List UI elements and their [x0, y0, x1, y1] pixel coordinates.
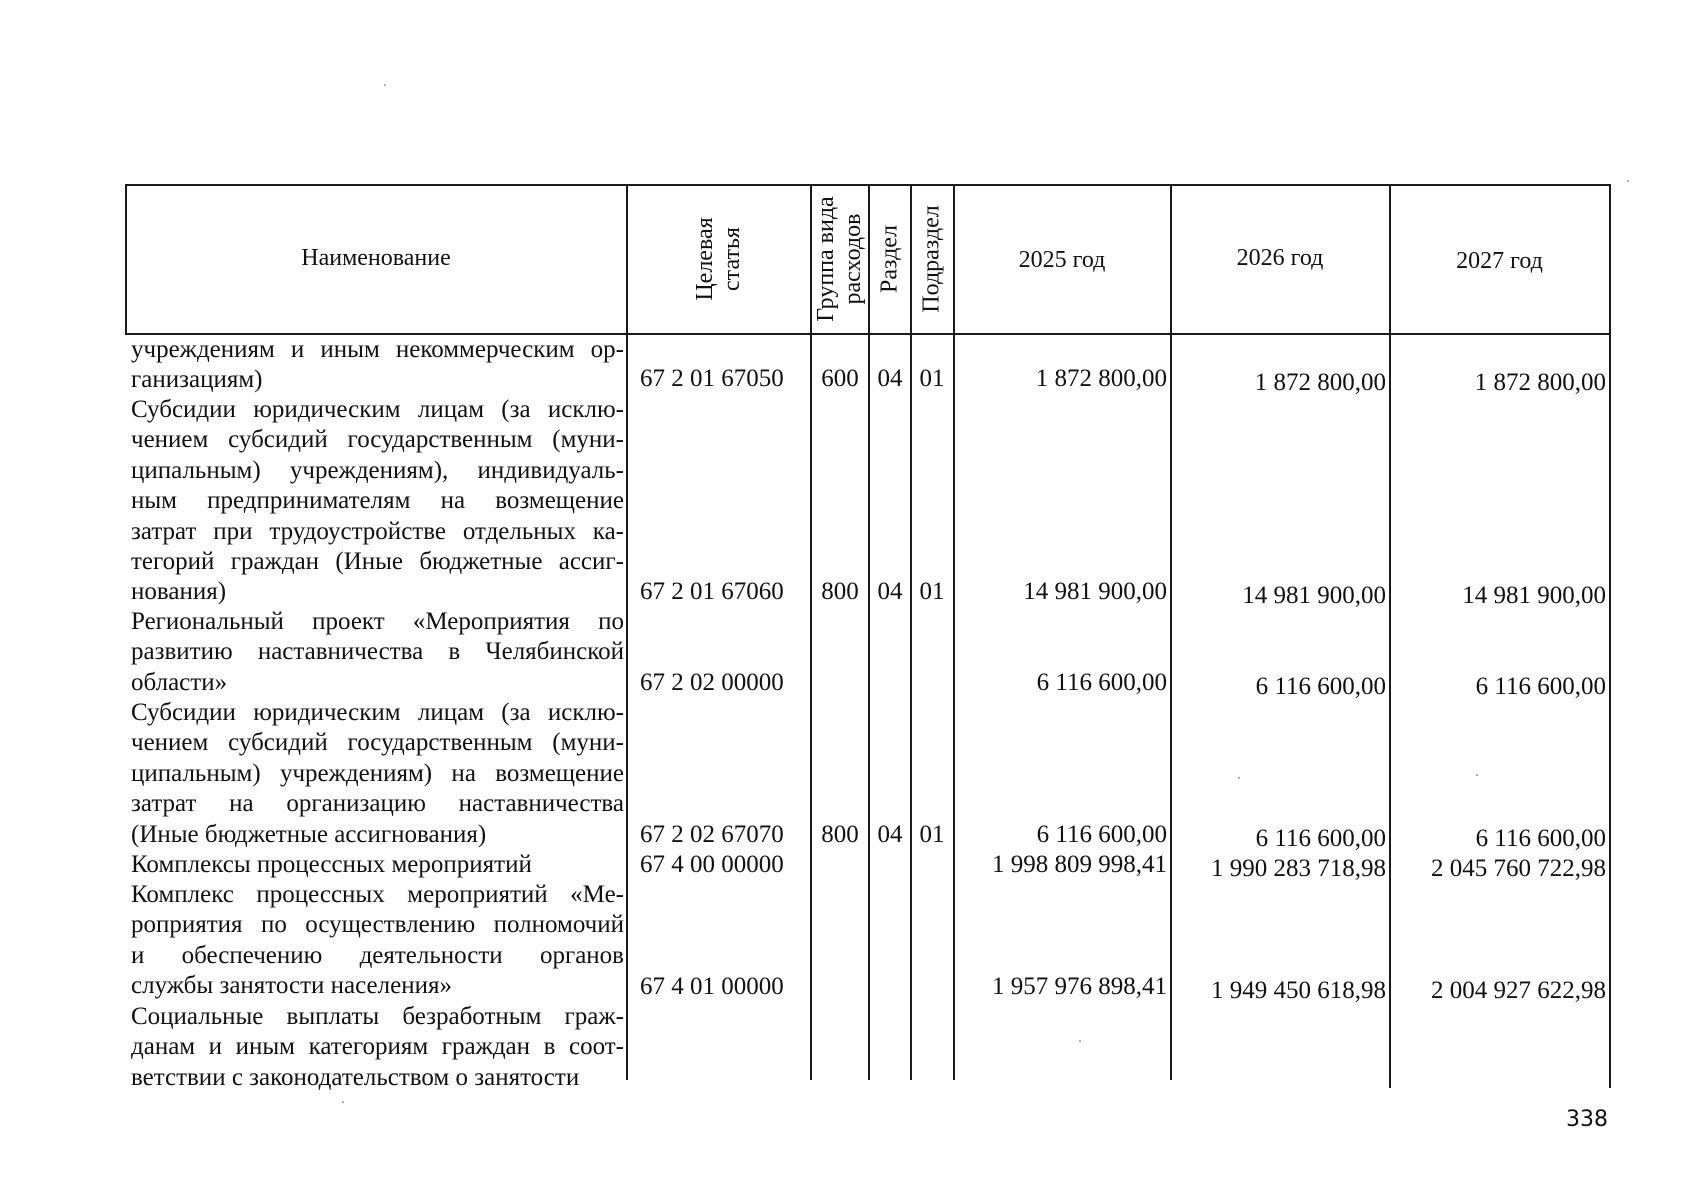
- col-divider-group: [868, 184, 870, 1080]
- row-name-line: ципальным) учреждениям), индивидуаль-: [131, 456, 624, 484]
- amount-2025: 14 981 900,00: [1023, 578, 1167, 605]
- scan-speck: [1238, 777, 1240, 779]
- target-article-code: 67 2 02 67070: [640, 821, 784, 848]
- table-right-border: [1609, 184, 1611, 1088]
- row-name-line: затрат на организацию наставничества: [131, 790, 624, 818]
- section-code: 04: [877, 821, 903, 848]
- row-name-line: ным предпринимателям на возмещение: [131, 487, 624, 515]
- row-name-line: затрат при трудоустройстве отдельных ка-: [131, 517, 624, 545]
- header-name: Наименование: [301, 245, 451, 271]
- col-divider-name: [626, 184, 628, 1080]
- section-code: 04: [877, 365, 903, 392]
- scan-speck: [1476, 774, 1478, 776]
- amount-2025: 1 872 800,00: [1035, 365, 1167, 392]
- scan-speck: [1627, 180, 1629, 182]
- header-2026: 2026 год: [1236, 245, 1324, 271]
- expense-group-code: 800: [821, 578, 859, 605]
- amount-2026: 14 981 900,00: [1242, 582, 1386, 609]
- header-subsection: Подраздел: [918, 205, 945, 313]
- row-name-line: Субсидии юридическим лицам (за исклю-: [131, 396, 624, 423]
- header-section: Раздел: [876, 225, 903, 293]
- amount-2027: 14 981 900,00: [1462, 582, 1606, 609]
- expense-group-code: 600: [821, 365, 859, 392]
- amount-2025: 6 116 600,00: [1036, 669, 1167, 696]
- row-name-line: ганизациям): [131, 366, 263, 394]
- target-article-code: 67 4 01 00000: [640, 973, 784, 1000]
- amount-2027: 2 004 927 622,98: [1431, 977, 1606, 1004]
- col-divider-section: [910, 184, 912, 1080]
- row-name-line: области»: [131, 668, 228, 696]
- amount-2027: 1 872 800,00: [1474, 369, 1606, 396]
- scan-speck: [384, 84, 386, 86]
- col-divider-code: [810, 184, 812, 1080]
- row-name-line: данам и иным категориям граждан в соот-: [131, 1033, 624, 1061]
- amount-2027: 6 116 600,00: [1475, 673, 1606, 700]
- row-name-line: роприятия по осуществлению полномочий: [131, 911, 624, 939]
- scan-speck: [342, 1101, 344, 1103]
- row-name-line: развитию наставничества в Челябинской: [131, 638, 624, 666]
- target-article-code: 67 2 01 67060: [640, 578, 784, 605]
- header-target-article: Целевая статья: [692, 217, 745, 301]
- row-name-line: чением субсидий государственным (муни-: [131, 729, 624, 757]
- amount-2025: 6 116 600,00: [1036, 821, 1167, 848]
- subsection-code: 01: [919, 821, 945, 848]
- subsection-code: 01: [919, 365, 945, 392]
- amount-2025: 1 998 809 998,41: [992, 851, 1167, 878]
- amount-2027: 2 045 760 722,98: [1431, 855, 1606, 882]
- section-code: 04: [877, 578, 903, 605]
- amount-2026: 1 872 800,00: [1254, 369, 1386, 396]
- target-article-code: 67 2 02 00000: [640, 669, 784, 696]
- row-name-line: и обеспечению деятельности органов: [131, 941, 624, 969]
- header-expense-group: Группа вида расходов: [813, 196, 866, 322]
- row-name-line: Комплексы процессных мероприятий: [131, 851, 532, 878]
- col-divider-subsection: [953, 184, 955, 1080]
- row-name-line: ципальным) учреждениям) на возмещение: [131, 759, 624, 787]
- row-name-line: Региональный проект «Мероприятия по: [131, 608, 624, 635]
- row-name-line: чением субсидий государственным (муни-: [131, 426, 624, 454]
- row-name-line: службы занятости населения»: [131, 972, 452, 1000]
- page-number: 338: [1566, 1107, 1608, 1132]
- row-name-line: Субсидии юридическим лицам (за исклю-: [131, 699, 624, 726]
- amount-2027: 6 116 600,00: [1475, 825, 1606, 852]
- header-2027: 2027 год: [1456, 248, 1543, 274]
- col-divider-2025: [1170, 184, 1172, 1080]
- row-name-line: Социальные выплаты безработным граж-: [131, 1003, 624, 1030]
- row-name-line: Комплекс процессных мероприятий «Ме-: [131, 881, 624, 908]
- row-name-line: учреждениям и иным некоммерческим ор-: [131, 336, 624, 363]
- row-name-line: ветствии с законодательством о занятости: [131, 1063, 580, 1091]
- amount-2026: 1 990 283 718,98: [1211, 855, 1386, 882]
- row-name-line: тегорий граждан (Иные бюджетные ассиг-: [131, 548, 624, 575]
- amount-2026: 1 949 450 618,98: [1211, 977, 1386, 1004]
- amount-2026: 6 116 600,00: [1255, 825, 1386, 852]
- target-article-code: 67 4 00 00000: [640, 851, 784, 878]
- amount-2025: 1 957 976 898,41: [992, 973, 1167, 1000]
- scan-speck: [1079, 1040, 1081, 1042]
- subsection-code: 01: [919, 578, 945, 605]
- expense-group-code: 800: [821, 821, 859, 848]
- col-divider-2026: [1389, 184, 1391, 1088]
- header-2025: 2025 год: [1018, 247, 1106, 273]
- target-article-code: 67 2 01 67050: [640, 365, 784, 392]
- row-name-line: (Иные бюджетные ассигнования): [131, 820, 487, 848]
- row-name-line: нования): [131, 578, 227, 606]
- amount-2026: 6 116 600,00: [1255, 673, 1386, 700]
